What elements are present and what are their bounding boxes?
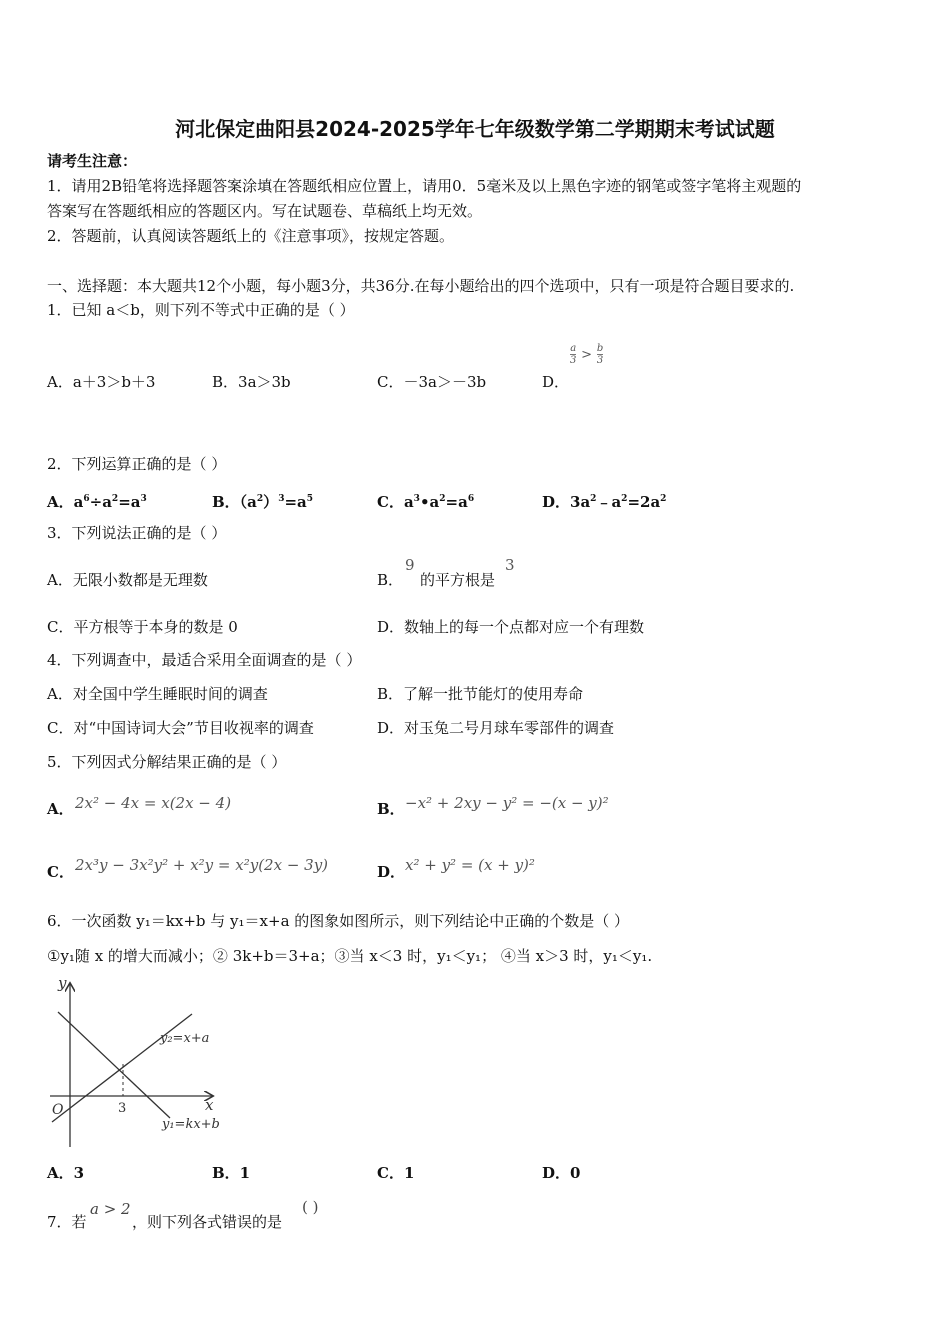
- q7-stem-prefix: 7．若: [47, 1213, 87, 1231]
- q6-option-c: C．1: [377, 1164, 415, 1182]
- q6-option-d: D．0: [542, 1164, 581, 1182]
- q2-option-a: A．$a^6\div a^2=a^3$: [47, 493, 147, 511]
- section-heading: 一、选择题：本大题共12个小题，每小题3分，共36分.在每小题给出的四个选项中，只有一项是符合题目要求的.: [47, 277, 795, 295]
- line-y2-label: y₂=x+a: [160, 1031, 210, 1046]
- q5-option-d-label: D．: [377, 863, 406, 881]
- q4-option-c: C．对“中国诗词大会”节目收视率的调查: [47, 719, 314, 737]
- q6-stem: 6．一次函数 y₁＝kx+b 与 y₁＝x+a 的图象如图所示，则下列结论中正确的个数是（ ）: [47, 912, 630, 930]
- q1-option-a: A．a＋3＞b＋3: [47, 373, 156, 391]
- q6-function-graph: [42, 972, 232, 1152]
- page-title: 河北保定曲阳县2024-2025学年七年级数学第二学期期末考试试题: [175, 117, 775, 141]
- q2-stem: 2．下列运算正确的是（ ）: [47, 455, 227, 473]
- q4-option-d: D．对玉兔二号月球车零部件的调查: [377, 719, 615, 737]
- q2-option-d: D．$3a^2﹣a^2=2a^2$: [542, 493, 667, 511]
- q3-option-b-text: 的平方根是: [420, 571, 496, 589]
- notice-line-2: 答案写在答题纸相应的答题区内。写在试题卷、草稿纸上均无效。: [47, 202, 483, 220]
- line-y1-label: y₁=kx+b: [162, 1117, 220, 1132]
- q7-answer-paren: ( ): [302, 1198, 319, 1216]
- q1-stem: 1．已知 a＜b，则下列不等式中正确的是（ ）: [47, 301, 355, 319]
- q5-option-c-formula: 2x³y − 3x²y² + x²y = x²y(2x − 3y): [75, 856, 329, 874]
- notice-line-1: 1．请用2B铅笔将选择题答案涂填在答题纸相应位置上，请用0．5毫米及以上黑色字迹的钢笔或签字笔将主观题的: [47, 177, 802, 195]
- q2-option-c: C．$a^3•a^2=a^6$: [377, 493, 475, 511]
- q1-option-b: B．3a＞3b: [212, 373, 291, 391]
- q5-option-a-label: A．: [47, 800, 74, 818]
- q3-option-b: B．: [377, 571, 404, 589]
- q1-option-c: C．－3a＞－3b: [377, 373, 487, 391]
- q3-stem: 3．下列说法正确的是（ ）: [47, 524, 227, 542]
- q4-stem: 4．下列调查中，最适合采用全面调查的是（ ）: [47, 651, 362, 669]
- q3-option-a: A．无限小数都是无理数: [47, 571, 208, 589]
- q5-option-b-label: B．: [377, 800, 405, 818]
- q3-option-b-math-3: 3: [505, 556, 515, 574]
- q5-option-b-formula: −x² + 2xy − y² = −(x − y)²: [405, 794, 609, 812]
- y-axis-label: y: [58, 974, 67, 992]
- q6-option-a: A．3: [47, 1164, 85, 1182]
- notice-line-3: 2．答题前，认真阅读答题纸上的《注意事项》，按规定答题。: [47, 227, 455, 245]
- q7-stem-suffix: ，则下列各式错误的是: [132, 1213, 283, 1231]
- origin-label: O: [52, 1102, 64, 1118]
- x-axis-label: x: [205, 1096, 214, 1114]
- line-y1: [58, 1012, 170, 1118]
- q2-option-b: B．$(a^2)^3=a^5$: [212, 493, 314, 511]
- q4-option-b: B．了解一批节能灯的使用寿命: [377, 685, 584, 703]
- q3-option-b-math-9: 9: [405, 556, 415, 574]
- q5-option-d-formula: x² + y² = (x + y)²: [405, 856, 535, 874]
- q1-option-d-formula: $\frac{a}{3}$ > $\frac{b}{3}$: [570, 343, 604, 366]
- q7-condition-formula: a > 2: [90, 1200, 131, 1218]
- notice-heading: 请考生注意：: [47, 152, 138, 170]
- q6-conditions: ①y₁随 x 的增大而减小；② 3k+b＝3+a；③当 x＜3 时，y₁＜y₁； ④当 x＞3 时，y₁＜y₁.: [47, 947, 653, 965]
- q3-option-d: D．数轴上的每一个点都对应一个有理数: [377, 618, 645, 636]
- q5-option-c-label: C．: [47, 863, 74, 881]
- q5-option-a-formula: 2x² − 4x = x(2x − 4): [75, 794, 232, 812]
- q3-option-c: C．平方根等于本身的数是 0: [47, 618, 238, 636]
- q1-option-d: D．: [542, 373, 570, 391]
- q5-stem: 5．下列因式分解结果正确的是（ ）: [47, 753, 287, 771]
- tick-label-3: 3: [118, 1101, 127, 1116]
- q6-option-b: B．1: [212, 1164, 251, 1182]
- q4-option-a: A．对全国中学生睡眠时间的调查: [47, 685, 268, 703]
